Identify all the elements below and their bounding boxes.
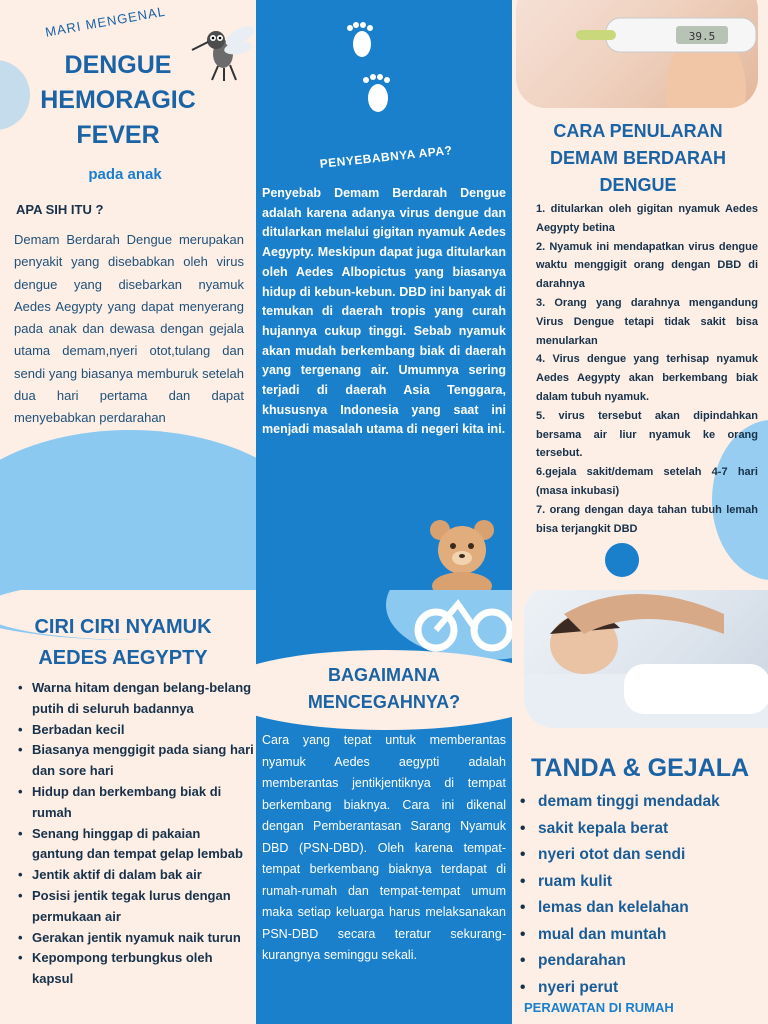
list-item: • nyeri otot dan sendi [520, 842, 766, 869]
list-item: • sakit kepala berat [520, 816, 766, 843]
sick-child-icon [524, 590, 768, 728]
list-item: • Biasanya menggigit pada siang hari dan sore hari [18, 740, 254, 782]
svg-text:39.5: 39.5 [688, 30, 716, 43]
list-item: • Kepompong terbungkus oleh kapsul [18, 948, 254, 990]
list-item: • Jentik aktif di dalam bak air [18, 865, 254, 886]
section-heading: BAGAIMANA MENCEGAHNYA? [307, 665, 461, 712]
list-item: • lemas dan kelelahan [520, 895, 766, 922]
list-item: 6.gejala sakit/demam setelah 4-7 hari (masa inkubasi) [536, 466, 758, 497]
section-heading: CIRI CIRI NYAMUK AEDES AEGYPTY [34, 616, 212, 669]
list-item: • Warna hitam dengan belang-belang putih di seluruh badannya [18, 678, 254, 720]
prevention-paragraph: Cara yang tepat untuk memberantas nyamuk Aedes aegypti adalah memberantas jentikjentiknya di tempat berkembang biaknya. Cara ini dikenal dengan Pemberantasan Sarang Nyamuk DBD (PSN-DBD). Oleh karena tempat-tempat berkembang biaknya terdapat di rumah-rumah dan tempat-tempat umum maka setiap keluarga harus melaksanakan PSN-DBD secara teratur sekurang-kurangnya seminggu sekali. [262, 733, 506, 962]
thermometer-icon [516, 0, 758, 108]
panel-mosquito-traits [0, 590, 256, 1024]
panel-causes [256, 0, 512, 590]
home-care-heading: PERAWATAN DI RUMAH [524, 1000, 674, 1015]
list-item: • Berbadan kecil [18, 720, 254, 741]
panel-transmission [512, 0, 768, 590]
traits-list [18, 678, 254, 990]
thermometer-photo [516, 0, 758, 108]
list-item: • nyeri perut [520, 975, 766, 1002]
transmission-list [536, 200, 758, 538]
list-item: • Posisi jentik tegak lurus dengan permukaan air [18, 886, 254, 928]
panel-prevention [256, 590, 512, 1024]
list-item: 1. ditularkan oleh gigitan nyamuk Aedes Aegypty betina [536, 203, 758, 234]
decor-bubble [602, 540, 642, 580]
subtitle: pada anak [88, 166, 162, 183]
list-item: • demam tinggi mendadak [520, 789, 766, 816]
list-item: 5. virus tersebut akan dipindahkan bersama air liur nyamuk ke orang tersebut. [536, 409, 758, 460]
sick-child-photo [524, 590, 768, 728]
intro-paragraph: Demam Berdarah Dengue merupakan penyakit yang disebabkan oleh virus dengue yang disebarkan nyamuk Aedes Aegypty yang dapat menyerang pada anak dan dewasa dengan gejala utama demam,nyeri otot,tulang dan sendi yang biasanya memburuk setelah dua hari pertama dan dapat menyebabkan perdarahan [14, 232, 244, 426]
list-item: 2. Nyamuk ini mendapatkan virus dengue waktu menggigit orang dengan DBD di darahnya [536, 240, 758, 291]
list-item: • Hidup dan berkembang biak di rumah [18, 782, 254, 824]
causes-paragraph: Penyebab Demam Berdarah Dengue adalah karena adanya virus dengue dan ditularkan melalui gigitan nyamuk Aedes Aegypty. Meskipun dapat juga ditularkan oleh Aedes Albopictus yang biasanya hidup di kebun-kebun. DBD ini banyak di temukan di daerah tropis yang curah hujannya cukup tinggi. Sebab nyamuk akan mudah berkembang biak di daerah yang tergenang air. Umumnya sering terjadi di daerah Asia Tenggara, khususnya Indonesia yang saat ini menjadi masalah utama di negeri kita ini. [262, 186, 506, 437]
section-heading: PENYEBABNYA APA? [319, 143, 453, 171]
list-item: • mual dan muntah [520, 922, 766, 949]
section-heading: CARA PENULARAN DEMAM BERDARAH DENGUE [550, 121, 726, 195]
main-title: DENGUE HEMORAGIC FEVER [40, 51, 196, 149]
teddy-bear-icon [420, 518, 510, 590]
list-item: 7. orang dengan daya tahan tubuh lemah bisa terjangkit DBD [536, 503, 758, 535]
symptoms-list [520, 789, 766, 1001]
list-item: • ruam kulit [520, 869, 766, 896]
list-item: 3. Orang yang darahnya mengandung Virus Dengue tetapi tidak sakit bisa menularkan [536, 296, 758, 347]
footprint-icon [340, 22, 410, 122]
list-item: • Senang hinggap di pakaian gantung dan tempat gelap lembab [18, 824, 254, 866]
panel-intro [0, 0, 256, 590]
list-item: 4. Virus dengue yang terhisap nyamuk Aedes Aegypty akan berkembang biak dalam tubuh nyamuk. [536, 353, 758, 403]
list-item: • pendarahan [520, 948, 766, 975]
panel-symptoms [512, 590, 768, 1024]
section-heading: APA SIH ITU ? [16, 202, 104, 217]
list-item: • Gerakan jentik nyamuk naik turun [18, 928, 254, 949]
bicycle-icon [406, 594, 512, 654]
kicker-text: MARI MENGENAL [43, 3, 167, 40]
section-heading: TANDA & GEJALA [530, 754, 750, 782]
